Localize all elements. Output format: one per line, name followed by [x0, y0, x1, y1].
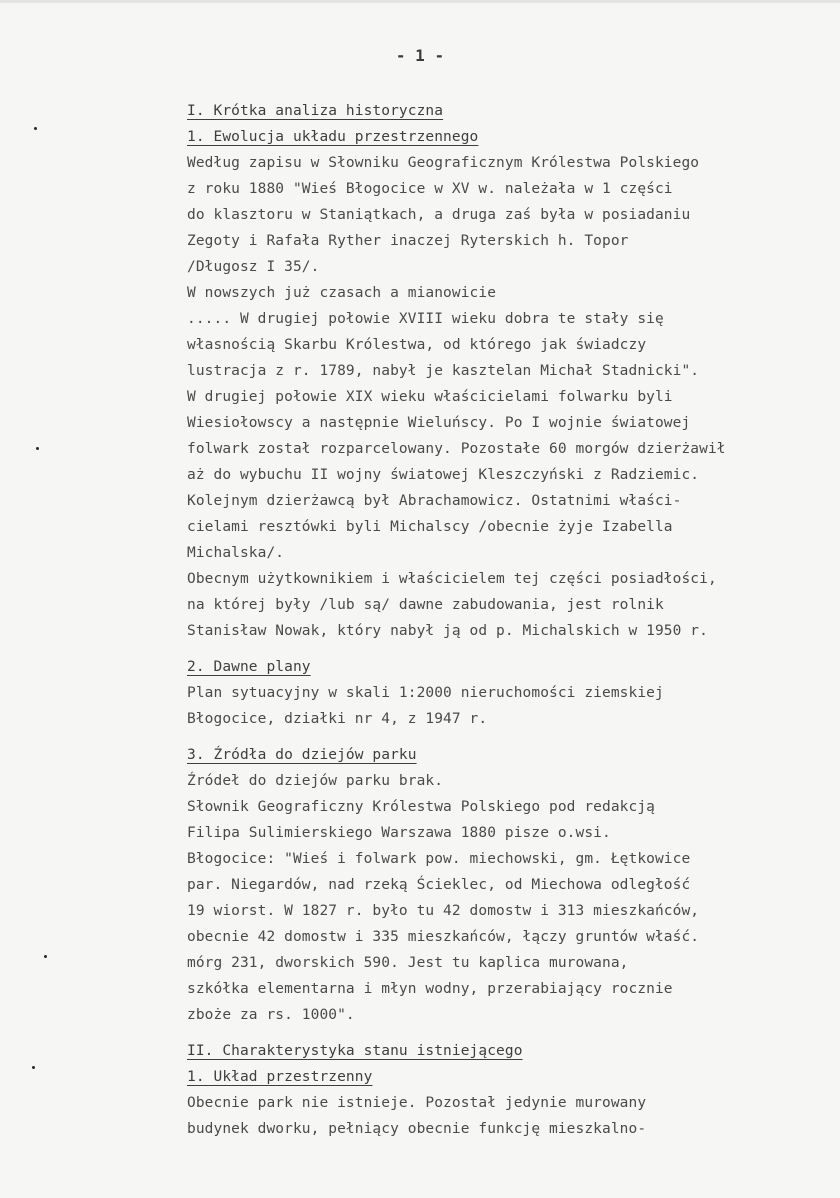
subsection-gap	[187, 644, 837, 654]
subsection-heading: 1. Ewolucja układu przestrzennego	[187, 129, 479, 145]
text-line: Zegoty i Rafała Ryther inaczej Ryterskich h. Topor	[187, 233, 629, 249]
text-line: Plan sytuacyjny w skali 1:2000 nieruchomości ziemskiej	[187, 685, 664, 701]
text-line: W nowszych już czasach a mianowicie	[187, 285, 497, 301]
text-line: Obecnym użytkownikiem i właścicielem tej części posiadłości,	[187, 571, 717, 587]
margin-dot	[34, 127, 37, 130]
section-heading: I. Krótka analiza historyczna	[187, 103, 444, 119]
text-line: ..... W drugiej połowie XVIII wieku dobra te stały się	[187, 311, 664, 327]
text-line: Słownik Geograficzny Królestwa Polskiego pod redakcją	[187, 799, 655, 815]
text-line: folwark został rozparcelowany. Pozostałe 60 morgów dzierżawił	[187, 441, 726, 457]
document-body	[187, 98, 837, 1142]
section-heading: II. Charakterystyka stanu istniejącego	[187, 1043, 523, 1059]
text-line: lustracja z r. 1789, nabył je kasztelan Michał Stadnicki".	[187, 363, 700, 379]
text-line: cielami resztówki byli Michalscy /obecnie żyje Izabella	[187, 519, 673, 535]
text-line: mórg 231, dworskich 590. Jest tu kaplica murowana,	[187, 955, 629, 971]
text-line: Kolejnym dzierżawcą był Abrachamowicz. Ostatnimi właści-	[187, 493, 682, 509]
text-line: zboże za rs. 1000".	[187, 1007, 355, 1023]
subsection-gap	[187, 732, 837, 742]
margin-dot	[36, 447, 39, 450]
text-line: /Długosz I 35/.	[187, 259, 320, 275]
margin-dot	[32, 1066, 35, 1069]
text-line: budynek dworku, pełniący obecnie funkcję mieszkalno-	[187, 1121, 647, 1137]
subsection-heading: 2. Dawne plany	[187, 659, 311, 675]
text-line: Filipa Sulimierskiego Warszawa 1880 pisze o.wsi.	[187, 825, 611, 841]
text-line: z roku 1880 "Wieś Błogocice w XV w. należała w 1 części	[187, 181, 673, 197]
text-line: do klasztoru w Staniątkach, a druga zaś była w posiadaniu	[187, 207, 691, 223]
text-line: W drugiej połowie XIX wieku właścicielami folwarku byli	[187, 389, 673, 405]
text-line: Błogocice, działki nr 4, z 1947 r.	[187, 711, 488, 727]
text-line: Źródeł do dziejów parku brak.	[187, 773, 444, 789]
text-line: szkółka elementarna i młyn wodny, przerabiający rocznie	[187, 981, 673, 997]
text-line: własnością Skarbu Królestwa, od którego jak świadczy	[187, 337, 647, 353]
text-line: Wiesiołowscy a następnie Wieluńscy. Po I wojnie światowej	[187, 415, 691, 431]
text-line: aż do wybuchu II wojny światowej Kleszczyński z Radziemic.	[187, 467, 700, 483]
text-line: Według zapisu w Słowniku Geograficznym Królestwa Polskiego	[187, 155, 700, 171]
text-line: par. Niegardów, nad rzeką Ścieklec, od Miechowa odległość	[187, 877, 691, 893]
margin-dot	[44, 955, 47, 958]
text-line: Obecnie park nie istnieje. Pozostał jedynie murowany	[187, 1095, 647, 1111]
text-line: na której były /lub są/ dawne zabudowania, jest rolnik	[187, 597, 664, 613]
text-line: obecnie 42 domostw i 335 mieszkańców, łączy gruntów właść.	[187, 929, 700, 945]
subsection-heading: 3. Źródła do dziejów parku	[187, 747, 417, 763]
page-number: - 1 -	[395, 46, 445, 65]
section-gap	[187, 1028, 837, 1038]
text-line: Stanisław Nowak, który nabył ją od p. Michalskich w 1950 r.	[187, 623, 708, 639]
subsection-heading: 1. Układ przestrzenny	[187, 1069, 373, 1085]
text-line: 19 wiorst. W 1827 r. było tu 42 domostw i 313 mieszkańców,	[187, 903, 700, 919]
text-line: Michalska/.	[187, 545, 285, 561]
text-line: Błogocice: "Wieś i folwark pow. miechowski, gm. Łętkowice	[187, 851, 691, 867]
